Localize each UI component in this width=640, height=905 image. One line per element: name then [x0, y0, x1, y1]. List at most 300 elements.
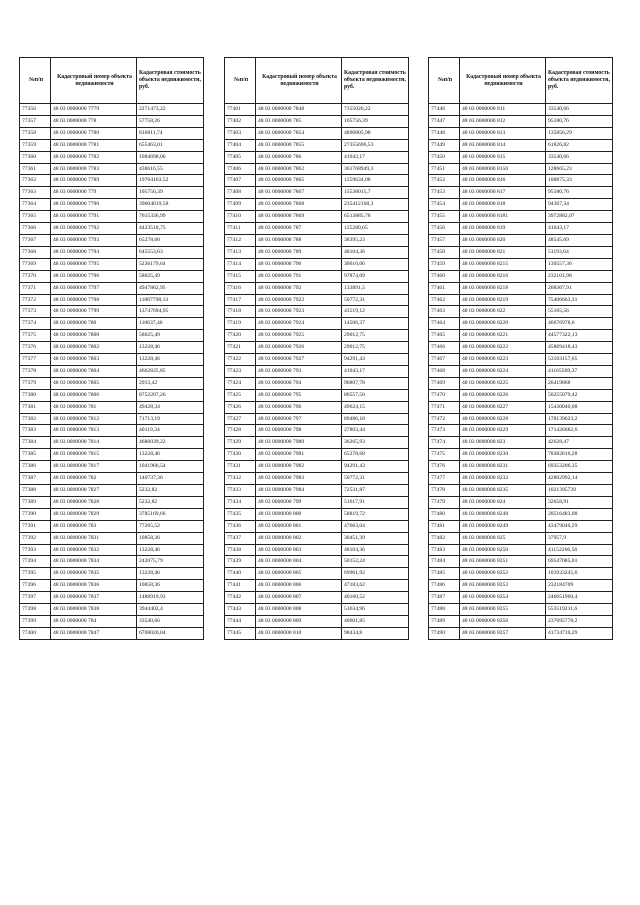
cadastral-value: 50152,24: [342, 556, 409, 568]
cadastral-value: 61826,82: [546, 139, 613, 151]
row-number: 77441: [225, 580, 256, 592]
cadastral-number: 48 03 0000000 7854: [256, 127, 342, 139]
cadastral-number: 48 03 0000000 7813: [51, 425, 137, 437]
cadastral-number: 48 03 0000000 7812: [51, 413, 137, 425]
cadastral-number: 48 03 0000000 802: [256, 532, 342, 544]
cadastral-value: 28516483,08: [546, 508, 613, 520]
cadastral-value: 3785169,66: [137, 508, 204, 520]
table-row: [429, 139, 613, 151]
cadastral-value: 5236179,64: [137, 258, 204, 270]
row-number: 77358: [20, 127, 51, 139]
cadastral-number: 48 03 0000000 8215: [460, 258, 546, 270]
table-row: [225, 234, 409, 246]
cadastral-value: 7355026,22: [342, 104, 409, 116]
table-header-row: [20, 58, 204, 104]
cadastral-number: 48 03 0000000 7817: [51, 461, 137, 473]
table-row: [20, 544, 204, 556]
cadastral-value: 69353206,35: [546, 461, 613, 473]
table-row: [429, 556, 613, 568]
cadastral-value: 6768020,04: [137, 627, 204, 639]
table-row: [429, 270, 613, 282]
row-number: 77476: [429, 461, 460, 473]
table-row: [20, 175, 204, 187]
row-number: 77466: [429, 342, 460, 354]
table-row: [225, 377, 409, 389]
cadastral-number: 48 03 0000000 7790: [51, 199, 137, 211]
cadastral-value: 80557,56: [342, 389, 409, 401]
table-row: [429, 342, 613, 354]
table-row: [429, 163, 613, 175]
cadastral-number: 48 03 0000000 814: [460, 139, 546, 151]
cadastral-value: 57758,26: [137, 115, 204, 127]
cadastral-number: 48 03 0000000 7794: [51, 246, 137, 258]
cadastral-value: 3944402,4: [137, 604, 204, 616]
row-number: 77438: [225, 544, 256, 556]
cadastral-value: 438616,55: [137, 163, 204, 175]
cadastral-value: 171426682,6: [546, 425, 613, 437]
table-row: [225, 104, 409, 116]
table-row: [225, 449, 409, 461]
cadastral-number: 48 03 0000000 819: [460, 223, 546, 235]
cadastral-value: 101933245,6: [546, 568, 613, 580]
table-row: [429, 520, 613, 532]
row-number: 77387: [20, 473, 51, 485]
cadastral-value: 30610,06: [342, 258, 409, 270]
row-number: 77370: [20, 270, 51, 282]
row-number: 77391: [20, 520, 51, 532]
table-row: [429, 473, 613, 485]
cadastral-number: 48 03 0000000 797: [256, 413, 342, 425]
cadastral-number: 48 03 0000000 7795: [51, 258, 137, 270]
cadastral-value: 1021395739: [546, 485, 613, 497]
table-row: [20, 282, 204, 294]
cadastral-number: 48 03 0000000 780: [51, 318, 137, 330]
cadastral-value: 242075,79: [137, 556, 204, 568]
table-row: [20, 199, 204, 211]
cadastral-value: 19764163,52: [137, 175, 204, 187]
cadastral-number: 48 03 0000000 7847: [51, 627, 137, 639]
cadastral-value: 105756,39: [137, 187, 204, 199]
cadastral-number: 48 03 0000000 821: [460, 246, 546, 258]
cadastral-number: 48 03 0000000 8229: [460, 425, 546, 437]
row-number: 77418: [225, 306, 256, 318]
cadastral-value: 50255079,42: [546, 389, 613, 401]
cadastral-value: 5232,82: [137, 485, 204, 497]
cadastral-value: 125280,65: [342, 223, 409, 235]
cadastral-number: 48 03 0000000 7867: [256, 187, 342, 199]
cadastral-number: 48 03 0000000 816: [460, 175, 546, 187]
row-number: 77382: [20, 413, 51, 425]
cadastral-value: 36265,93: [342, 437, 409, 449]
table-row: [20, 211, 204, 223]
cadastral-number: 48 03 0000000 8249: [460, 520, 546, 532]
cadastral-number: 48 03 0000000 7924: [256, 318, 342, 330]
table-row: [225, 532, 409, 544]
cadastral-number: 48 03 0000000 7926: [256, 342, 342, 354]
row-number: 77404: [225, 139, 256, 151]
row-number: 77392: [20, 532, 51, 544]
cadastral-value: 8752207,26: [137, 389, 204, 401]
table-row: [20, 508, 204, 520]
cadastral-value: 655463,01: [137, 139, 204, 151]
cadastral-number: 48 03 0000000 7828: [51, 496, 137, 508]
table-row: [20, 151, 204, 163]
table-row: [429, 389, 613, 401]
row-number: 77420: [225, 330, 256, 342]
cadastral-value: 69961,92: [342, 568, 409, 580]
table-row: [225, 544, 409, 556]
row-number: 77459: [429, 258, 460, 270]
cadastral-number: 48 03 0000000 822: [460, 306, 546, 318]
cadastral-number: 48 03 0000000 8228: [460, 413, 546, 425]
header-cadastral-number: Кадастровый номер объекта недвижимости: [460, 58, 546, 104]
cadastral-value: 33540,66: [137, 615, 204, 627]
cadastral-value: 178139623,2: [546, 413, 613, 425]
cadastral-number: 48 03 0000000 7806: [51, 389, 137, 401]
cadastral-value: 41152266,56: [546, 544, 613, 556]
table-row: [429, 223, 613, 235]
row-number: 77468: [429, 365, 460, 377]
cadastral-number: 48 03 0000000 7799: [51, 306, 137, 318]
cadastral-number: 48 03 0000000 799: [256, 496, 342, 508]
row-number: 77359: [20, 139, 51, 151]
cadastral-number: 48 03 0000000 792: [256, 282, 342, 294]
cadastral-number: 48 03 0000000 823: [460, 437, 546, 449]
table-row: [225, 258, 409, 270]
table-row: [429, 461, 613, 473]
cadastral-number: 48 03 0000000 8226: [460, 389, 546, 401]
cadastral-number: 48 03 0000000 800: [256, 508, 342, 520]
cadastral-number: 48 03 0000000 7848: [256, 104, 342, 116]
cadastral-value: 41043,17: [342, 365, 409, 377]
row-number: 77372: [20, 294, 51, 306]
row-number: 77365: [20, 211, 51, 223]
row-number: 77378: [20, 365, 51, 377]
cadastral-number: 48 03 0000000 786: [256, 151, 342, 163]
cadastral-value: 128665,23: [546, 163, 613, 175]
cadastral-value: 13228,46: [137, 568, 204, 580]
cadastral-number: 48 03 0000000 824: [460, 496, 546, 508]
table-row: [225, 151, 409, 163]
cadastral-value: 13228,46: [137, 449, 204, 461]
cadastral-table-2: [224, 57, 409, 640]
row-number: 77469: [429, 377, 460, 389]
cadastral-number: 48 03 0000000 817: [460, 187, 546, 199]
row-number: 77448: [429, 127, 460, 139]
row-number: 77480: [429, 508, 460, 520]
cadastral-number: 48 03 0000000 8235: [460, 485, 546, 497]
cadastral-value: 2271473,22: [137, 104, 204, 116]
table-row: [429, 413, 613, 425]
cadastral-value: 39604019,58: [137, 199, 204, 211]
cadastral-number: 48 03 0000000 815: [460, 151, 546, 163]
table-row: [20, 330, 204, 342]
row-number: 77479: [429, 496, 460, 508]
cadastral-value: 11887798,13: [137, 294, 204, 306]
cadastral-number: 48 03 0000000 810: [256, 627, 342, 639]
cadastral-number: 48 03 0000000 794: [256, 377, 342, 389]
cadastral-value: 94291,43: [342, 354, 409, 366]
row-number: 77360: [20, 151, 51, 163]
row-number: 77446: [429, 104, 460, 116]
row-number: 77384: [20, 437, 51, 449]
cadastral-number: 48 03 0000000 791: [256, 270, 342, 282]
cadastral-number: 48 03 0000000 7982: [256, 461, 342, 473]
table-row: [20, 115, 204, 127]
row-number: 77393: [20, 544, 51, 556]
cadastral-number: 48 03 0000000 798: [256, 425, 342, 437]
cadastral-value: 14506,37: [342, 318, 409, 330]
row-number: 77363: [20, 187, 51, 199]
table-row: [20, 425, 204, 437]
cadastral-value: 2913,42: [137, 377, 204, 389]
table-row: [225, 401, 409, 413]
cadastral-value: 49428,34: [137, 401, 204, 413]
row-number: 77376: [20, 342, 51, 354]
row-number: 77486: [429, 580, 460, 592]
cadastral-value: 4947862,95: [137, 282, 204, 294]
table-row: [225, 163, 409, 175]
cadastral-value: 4423518,75: [137, 223, 204, 235]
cadastral-number: 48 03 0000000 804: [256, 556, 342, 568]
table-row: [20, 270, 204, 282]
cadastral-number: 48 03 0000000 7836: [51, 580, 137, 592]
cadastral-number: 48 03 0000000 7781: [51, 139, 137, 151]
row-number: 77408: [225, 187, 256, 199]
cadastral-number: 48 03 0000000 8219: [460, 294, 546, 306]
table-row: [429, 544, 613, 556]
row-number: 77383: [20, 425, 51, 437]
cadastral-value: 51617,91: [342, 496, 409, 508]
cadastral-value: 58025,49: [137, 270, 204, 282]
cadastral-number: 48 03 0000000 7798: [51, 294, 137, 306]
row-number: 77437: [225, 532, 256, 544]
table-row: [429, 175, 613, 187]
cadastral-number: 48 03 0000000 7834: [51, 556, 137, 568]
cadastral-number: 48 03 0000000 7832: [51, 544, 137, 556]
table-row: [20, 496, 204, 508]
cadastral-number: 48 03 0000000 812: [460, 115, 546, 127]
cadastral-number: 48 03 0000000 787: [256, 223, 342, 235]
row-number: 77406: [225, 163, 256, 175]
row-number: 77484: [429, 556, 460, 568]
cadastral-number: 48 03 0000000 808: [256, 604, 342, 616]
cadastral-number: 48 03 0000000 7980: [256, 437, 342, 449]
row-number: 77419: [225, 318, 256, 330]
cadastral-number: 48 03 0000000 7922: [256, 294, 342, 306]
cadastral-number: 48 03 0000000 8255: [460, 604, 546, 616]
table-row: [429, 592, 613, 604]
table-row: [225, 282, 409, 294]
cadastral-value: 40601,85: [342, 615, 409, 627]
row-number: 77380: [20, 389, 51, 401]
table-row: [429, 234, 613, 246]
cadastral-number: 48 03 0000000 813: [460, 127, 546, 139]
row-number: 77455: [429, 211, 460, 223]
table-row: [225, 592, 409, 604]
table-row: [429, 449, 613, 461]
cadastral-value: 46676978,6: [546, 318, 613, 330]
cadastral-number: 48 03 0000000 778: [51, 115, 137, 127]
table-row: [20, 580, 204, 592]
table-row: [429, 294, 613, 306]
cadastral-value: 645553,63: [137, 246, 204, 258]
row-number: 77402: [225, 115, 256, 127]
row-number: 77425: [225, 389, 256, 401]
cadastral-value: 13228,46: [137, 544, 204, 556]
table-row: [20, 532, 204, 544]
header-number: №п/п: [225, 58, 256, 104]
table-row: [225, 413, 409, 425]
row-number: 77403: [225, 127, 256, 139]
cadastral-value: 232101,98: [546, 270, 613, 282]
row-number: 77375: [20, 330, 51, 342]
row-number: 77429: [225, 437, 256, 449]
table-row: [20, 413, 204, 425]
row-number: 77379: [20, 377, 51, 389]
row-number: 77415: [225, 270, 256, 282]
row-number: 77433: [225, 485, 256, 497]
cadastral-number: 48 03 0000000 7984: [256, 485, 342, 497]
table-row: [429, 199, 613, 211]
cadastral-number: 48 03 0000000 8252: [460, 568, 546, 580]
cadastral-value: 232184709: [546, 580, 613, 592]
row-number: 77436: [225, 520, 256, 532]
table-row: [225, 199, 409, 211]
row-number: 77417: [225, 294, 256, 306]
cadastral-number: 48 03 0000000 7838: [51, 604, 137, 616]
cadastral-value: 43479040,29: [546, 520, 613, 532]
row-number: 77385: [20, 449, 51, 461]
row-number: 77371: [20, 282, 51, 294]
cadastral-number: 48 03 0000000 8223: [460, 354, 546, 366]
table-row: [20, 127, 204, 139]
row-number: 77460: [429, 270, 460, 282]
cadastral-value: 98434,8: [342, 627, 409, 639]
table-row: [20, 163, 204, 175]
table-row: [429, 330, 613, 342]
cadastral-value: 135856,29: [546, 127, 613, 139]
table-row: [429, 425, 613, 437]
cadastral-number: 48 03 0000000 805: [256, 568, 342, 580]
cadastral-number: 48 03 0000000 788: [256, 234, 342, 246]
table-row: [225, 520, 409, 532]
cadastral-value: 53103157,65: [546, 354, 613, 366]
table-header-row: [225, 58, 409, 104]
cadastral-number: 48 03 0000000 7783: [51, 163, 137, 175]
cadastral-number: 48 03 0000000 7805: [51, 377, 137, 389]
table-row: [225, 365, 409, 377]
table-row: [225, 496, 409, 508]
table-row: [429, 104, 613, 116]
header-cadastral-number: Кадастровый номер объекта недвижимости: [51, 58, 137, 104]
row-number: 77428: [225, 425, 256, 437]
row-number: 77443: [225, 604, 256, 616]
row-number: 77465: [429, 330, 460, 342]
table-row: [225, 318, 409, 330]
row-number: 77394: [20, 556, 51, 568]
cadastral-number: 48 03 0000000 7837: [51, 592, 137, 604]
cadastral-value: 50772,31: [342, 294, 409, 306]
cadastral-value: 58819,72: [342, 508, 409, 520]
row-number: 77490: [429, 627, 460, 639]
cadastral-number: 48 03 0000000 7981: [256, 449, 342, 461]
cadastral-value: 65278,68: [342, 449, 409, 461]
cadastral-number: 48 03 0000000 790: [256, 258, 342, 270]
table-row: [20, 294, 204, 306]
table-row: [225, 604, 409, 616]
cadastral-value: 13747694,95: [137, 306, 204, 318]
table-row: [20, 437, 204, 449]
row-number: 77467: [429, 354, 460, 366]
table-row: [225, 139, 409, 151]
cadastral-value: 96807,78: [342, 377, 409, 389]
cadastral-value: 1488919,93: [137, 592, 204, 604]
row-number: 77398: [20, 604, 51, 616]
row-number: 77427: [225, 413, 256, 425]
table-row: [20, 306, 204, 318]
cadastral-number: 48 03 0000000 801: [256, 520, 342, 532]
cadastral-value: 48104,36: [342, 246, 409, 258]
row-number: 77477: [429, 473, 460, 485]
cadastral-value: 29012,75: [342, 330, 409, 342]
table-row: [225, 508, 409, 520]
cadastral-number: 48 03 0000000 7802: [51, 342, 137, 354]
cadastral-number: 48 03 0000000 793: [256, 365, 342, 377]
cadastral-number: 48 03 0000000 8253: [460, 580, 546, 592]
row-number: 77449: [429, 139, 460, 151]
cadastral-value: 55165,56: [546, 306, 613, 318]
table-row: [20, 139, 204, 151]
cadastral-value: 1259634,08: [342, 175, 409, 187]
header-number: №п/п: [429, 58, 460, 104]
row-number: 77435: [225, 508, 256, 520]
cadastral-number: 48 03 0000000 789: [256, 246, 342, 258]
table-row: [20, 556, 204, 568]
row-number: 77388: [20, 485, 51, 497]
table-row: [225, 127, 409, 139]
row-number: 77362: [20, 175, 51, 187]
table-row: [225, 354, 409, 366]
cadastral-number: 48 03 0000000 818: [460, 199, 546, 211]
cadastral-value: 40119,34: [137, 425, 204, 437]
cadastral-value: 65278,68: [137, 234, 204, 246]
cadastral-value: 38395,23: [342, 234, 409, 246]
cadastral-number: 48 03 0000000 7779: [51, 104, 137, 116]
table-row: [429, 627, 613, 639]
table-row: [429, 354, 613, 366]
cadastral-value: 41165569,37: [546, 365, 613, 377]
table-row: [429, 246, 613, 258]
cadastral-number: 48 03 0000000 806: [256, 580, 342, 592]
cadastral-number: 48 03 0000000 8220: [460, 318, 546, 330]
row-number: 77478: [429, 485, 460, 497]
table-row: [20, 342, 204, 354]
row-number: 77440: [225, 568, 256, 580]
cadastral-table-1: [19, 57, 204, 640]
table-row: [429, 377, 613, 389]
row-number: 77444: [225, 615, 256, 627]
table-row: [429, 127, 613, 139]
cadastral-value: 268367,91: [546, 282, 613, 294]
cadastral-number: 48 03 0000000 784: [51, 615, 137, 627]
table-row: [20, 187, 204, 199]
row-number: 77356: [20, 104, 51, 116]
cadastral-number: 48 03 0000000 7855: [256, 139, 342, 151]
table-row: [225, 568, 409, 580]
table-row: [225, 627, 409, 639]
cadastral-number: 48 03 0000000 8254: [460, 592, 546, 604]
